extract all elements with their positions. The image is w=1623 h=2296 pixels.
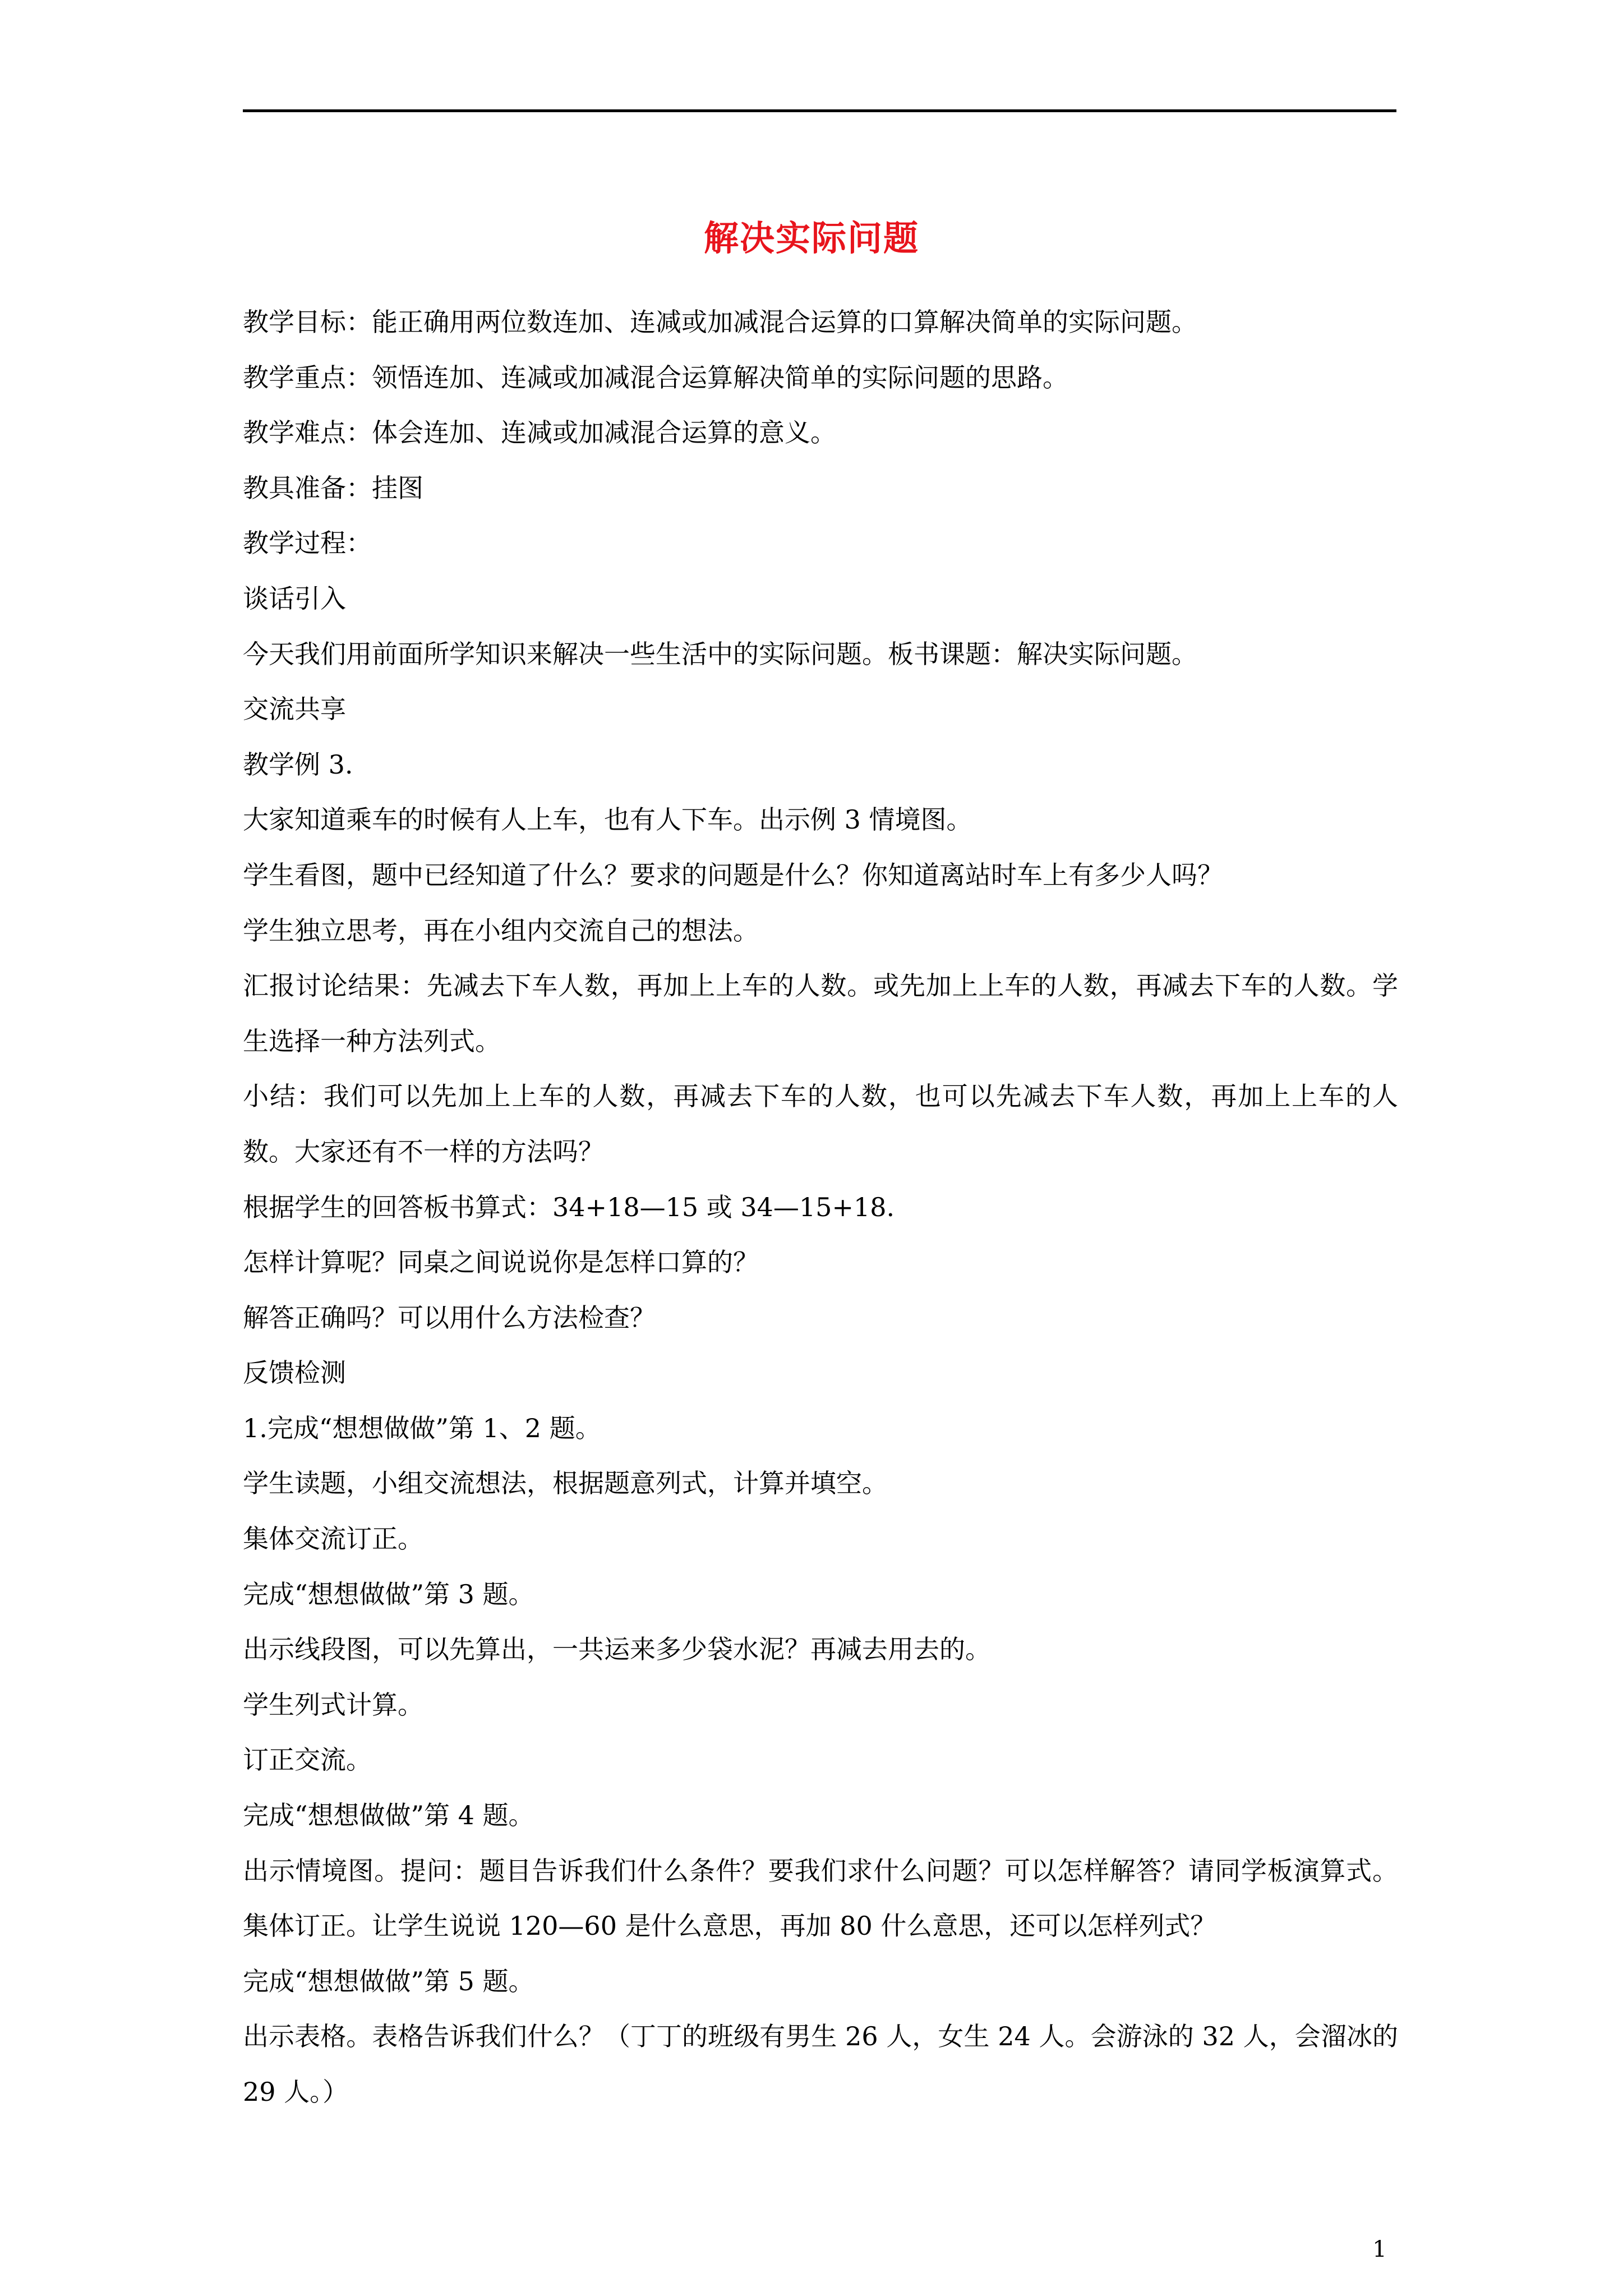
- paragraph-students-calculate: 学生列式计算。: [243, 1689, 423, 1720]
- paragraph-objectives: 教学目标：能正确用两位数连加、连减或加减混合运算的口算解决简单的实际问题。: [243, 307, 1197, 337]
- paragraph-report-results: 汇报讨论结果：先减去下车人数，再加上上车的人数。或先加上上车的人数，再减去下车的人数。学生选择一种方法列式。: [243, 970, 1398, 1056]
- document-body: [243, 295, 1407, 2120]
- paragraph-intro: 今天我们用前面所学知识来解决一些生活中的实际问题。板书课题：解决实际问题。: [243, 638, 1197, 669]
- paragraph-correct-exchange: 订正交流。: [243, 1745, 372, 1775]
- paragraph-show-table: 出示表格。表格告诉我们什么？（丁丁的班级有男生 26 人，女生 24 人。会游泳的 32 人，会溜冰的 29 人。）: [243, 2021, 1407, 2107]
- paragraph-group-correction: 集体交流订正。: [243, 1524, 423, 1554]
- paragraph-exercise-1-2: 1.完成“想想做做”第 1、2 题。: [243, 1412, 601, 1443]
- paragraph-summary: 小结：我们可以先加上上车的人数，再减去下车的人数，也可以先减去下车人数，再加上上车的人数。大家还有不一样的方法吗？: [243, 1081, 1398, 1167]
- paragraph-independent-thinking: 学生独立思考，再在小组内交流自己的想法。: [243, 915, 759, 946]
- paragraph-exercise-4: 完成“想想做做”第 4 题。: [243, 1800, 534, 1831]
- paragraph-process-heading: 教学过程：: [243, 528, 372, 559]
- paragraph-example-3: 教学例 3.: [243, 749, 353, 780]
- document-title: 解决实际问题: [703, 218, 919, 259]
- paragraph-read-problems: 学生读题，小组交流想法，根据题意列式，计算并填空。: [243, 1468, 888, 1499]
- paragraph-check-answer: 解答正确吗？可以用什么方法检查？: [243, 1302, 656, 1333]
- paragraph-board-formula: 根据学生的回答板书算式：34+18—15 或 34—15+18.: [243, 1191, 895, 1222]
- header-rule: [243, 109, 1396, 112]
- paragraph-line-diagram: 出示线段图，可以先算出，一共运来多少袋水泥？再减去用去的。: [243, 1634, 991, 1665]
- paragraph-key-points: 教学重点：领悟连加、连减或加减混合运算解决简单的实际问题的思路。: [243, 362, 1068, 393]
- paragraph-look-at-picture: 学生看图，题中已经知道了什么？要求的问题是什么？你知道离站时车上有多少人吗？: [243, 859, 1223, 890]
- paragraph-difficulties: 教学难点：体会连加、连减或加减混合运算的意义。: [243, 417, 836, 448]
- paragraph-scene-questions: 出示情境图。提问：题目告诉我们什么条件？要我们求什么问题？可以怎样解答？请同学板演算式。集体订正。让学生说说 120—60 是什么意思，再加 80 什么意思，还可以怎样列式？: [243, 1855, 1398, 1941]
- paragraph-how-to-calculate: 怎样计算呢？同桌之间说说你是怎样口算的？: [243, 1247, 759, 1278]
- page-number: 1: [1372, 2237, 1387, 2262]
- paragraph-exercise-3: 完成“想想做做”第 3 题。: [243, 1579, 534, 1609]
- section-heading-sharing: 交流共享: [243, 694, 346, 725]
- paragraph-bus-scene: 大家知道乘车的时候有人上车，也有人下车。出示例 3 情境图。: [243, 804, 972, 835]
- section-heading-intro: 谈话引入: [243, 583, 346, 614]
- section-heading-feedback: 反馈检测: [243, 1358, 346, 1388]
- paragraph-materials: 教具准备：挂图: [243, 472, 423, 503]
- paragraph-exercise-5: 完成“想想做做”第 5 题。: [243, 1966, 534, 1996]
